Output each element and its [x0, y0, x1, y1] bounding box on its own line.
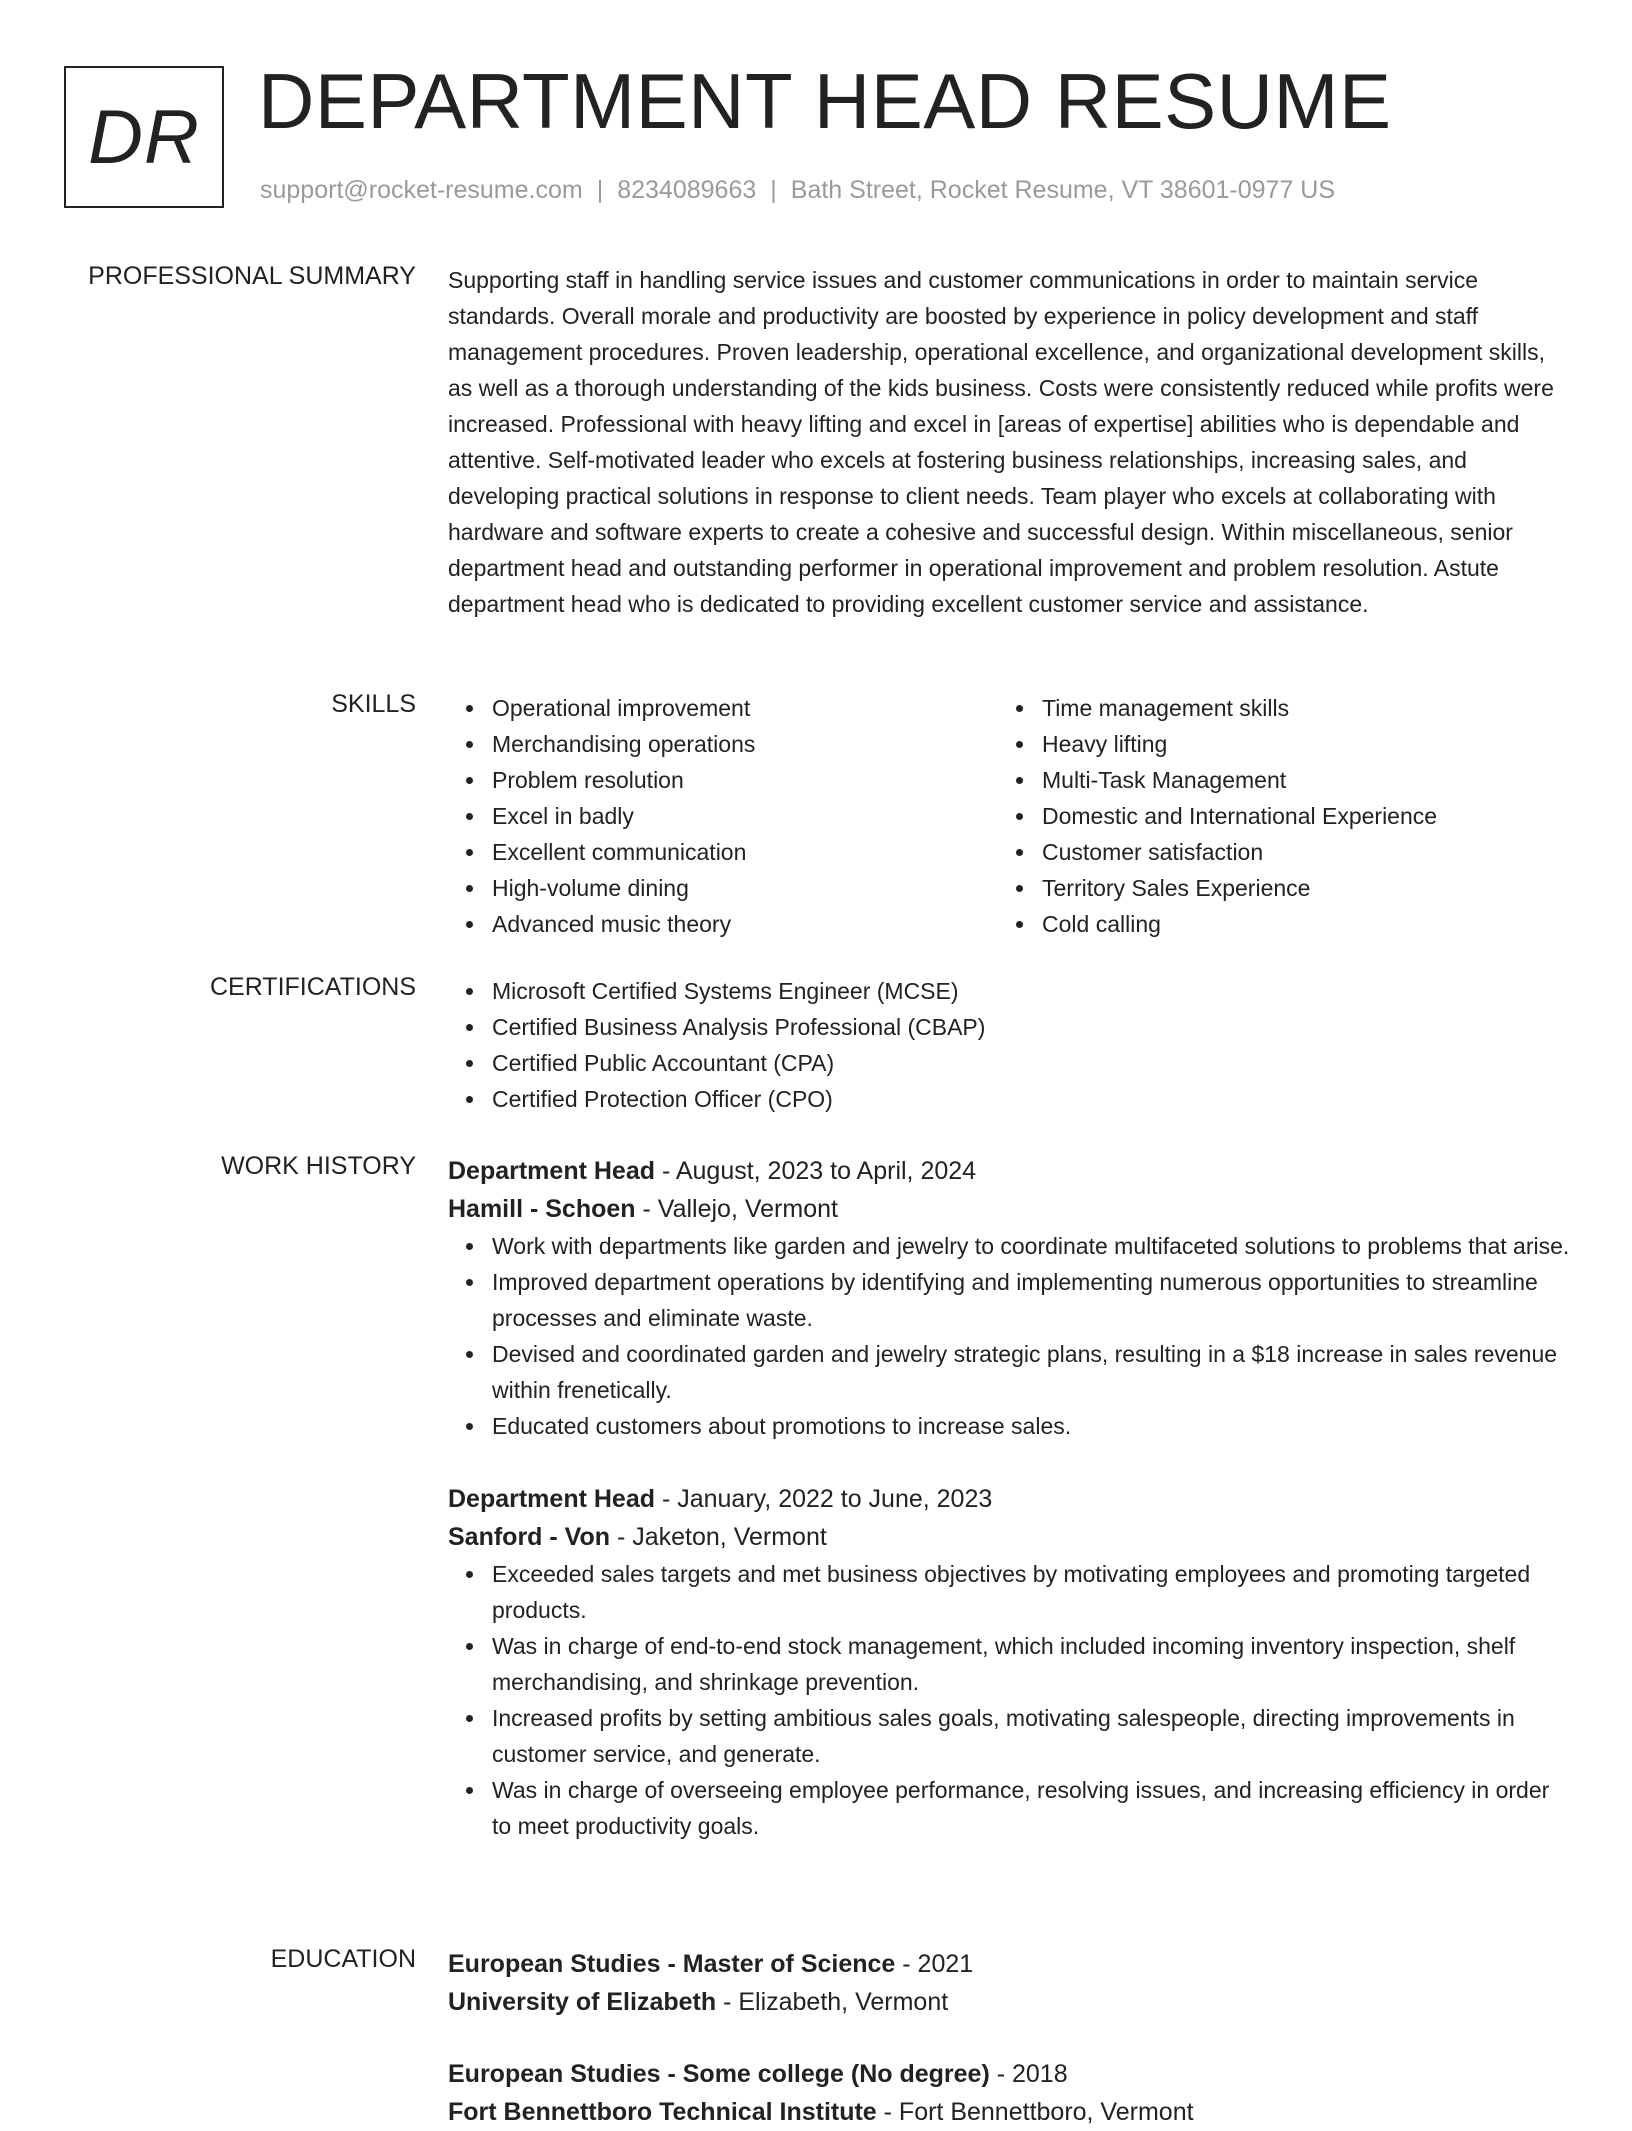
skill-item: Heavy lifting — [1042, 726, 1548, 762]
job-title-line — [448, 1480, 1570, 1518]
job-duty: Work with departments like garden and jewelry to coordinate multifaceted solutions to problems that arise. — [492, 1228, 1570, 1264]
job-dates: - January, 2022 to June, 2023 — [655, 1485, 993, 1513]
job-dates: - August, 2023 to April, 2024 — [655, 1157, 977, 1185]
job-duty: Devised and coordinated garden and jewelry strategic plans, resulting in a $18 increase in sales revenue within frenetically. — [492, 1336, 1570, 1408]
job-entry — [448, 1480, 1570, 1844]
skills-list-right — [998, 690, 1548, 942]
skill-item: Time management skills — [1042, 690, 1548, 726]
summary-text: Supporting staff in handling service issues and customer communications in order to maintain service standards. Overall morale and productivity are boosted by experience in policy development and staff management procedures. Proven leadership, operational excellence, and organizational development skills, as well as a thorough understanding of the kids business. Costs were consistently reduced while profits were increased. Professional with heavy lifting and excel in [areas of expertise] abilities who is dependable and attentive. Self-motivated leader who excels at fostering business relationships, increasing sales, and developing practical solutions in response to client needs. Team player who excels at collaborating with hardware and software experts to create a cohesive and successful design. Within miscellaneous, senior department head and outstanding performer in operational improvement and problem resolution. Astute department head who is dedicated to providing excellent customer service and assistance. — [448, 267, 1554, 617]
skill-item: High-volume dining — [492, 870, 998, 906]
skill-item: Multi-Task Management — [1042, 762, 1548, 798]
education-location: - Fort Bennettboro, Vermont — [876, 2098, 1194, 2126]
job-title: Department Head — [448, 1485, 655, 1513]
certification-item: Certified Protection Officer (CPO) — [492, 1081, 1570, 1117]
job-duty: Educated customers about promotions to increase sales. — [492, 1408, 1570, 1444]
education-degree-line — [448, 2055, 1570, 2093]
job-duty: Improved department operations by identifying and implementing numerous opportunities to streamline processes and eliminate waste. — [492, 1264, 1570, 1336]
job-company-line — [448, 1518, 1570, 1556]
skill-item: Merchandising operations — [492, 726, 998, 762]
job-duties-list — [448, 1228, 1570, 1444]
education-school: University of Elizabeth — [448, 1988, 717, 2016]
certification-item: Certified Public Accountant (CPA) — [492, 1045, 1570, 1081]
education-year: - 2021 — [895, 1950, 974, 1978]
monogram-initials: DR — [88, 94, 200, 180]
job-duty: Exceeded sales targets and met business objectives by motivating employees and promoting targeted products. — [492, 1556, 1570, 1628]
contact-phone[interactable]: 8234089663 — [617, 176, 757, 204]
job-company: Sanford - Von — [448, 1523, 611, 1551]
certifications-body — [448, 973, 1570, 1117]
contact-address: Bath Street, Rocket Resume, VT 38601-0977 US — [790, 176, 1336, 204]
education-degree: European Studies - Some college (No degree) — [448, 2060, 990, 2088]
certifications-list — [448, 973, 1570, 1117]
section-label-skills: SKILLS — [331, 690, 416, 718]
resume-title: DEPARTMENT HEAD RESUME — [258, 57, 1392, 145]
section-label-education: EDUCATION — [270, 1945, 416, 1973]
section-label-certifications: CERTIFICATIONS — [209, 973, 416, 1001]
skill-item: Territory Sales Experience — [1042, 870, 1548, 906]
job-title: Department Head — [448, 1157, 655, 1185]
job-title-line — [448, 1152, 1570, 1190]
monogram-badge — [64, 66, 224, 208]
education-degree: European Studies - Master of Science — [448, 1950, 896, 1978]
education-entry — [448, 2055, 1570, 2131]
section-label-work-history: WORK HISTORY — [221, 1152, 416, 1180]
job-location: - Jaketon, Vermont — [610, 1523, 827, 1551]
skills-list-left — [448, 690, 998, 942]
job-company: Hamill - Schoen — [448, 1195, 636, 1223]
job-duties-list — [448, 1556, 1570, 1844]
contact-email[interactable]: support@rocket-resume.com — [260, 176, 583, 204]
skill-item: Excellent communication — [492, 834, 998, 870]
work-history-body — [448, 1152, 1570, 1844]
job-duty: Was in charge of end-to-end stock management, which included incoming inventory inspection, shelf merchandising, and shrinkage prevention. — [492, 1628, 1570, 1700]
education-body — [448, 1945, 1570, 2131]
skill-item: Domestic and International Experience — [1042, 798, 1548, 834]
certification-item: Microsoft Certified Systems Engineer (MCSE) — [492, 973, 1570, 1009]
certification-item: Certified Business Analysis Professional (CBAP) — [492, 1009, 1570, 1045]
skill-item: Customer satisfaction — [1042, 834, 1548, 870]
education-entry — [448, 1945, 1570, 2021]
job-duty: Was in charge of overseeing employee performance, resolving issues, and increasing efficiency in order to meet productivity goals. — [492, 1772, 1570, 1844]
education-degree-line — [448, 1945, 1570, 1983]
contact-separator: | — [770, 176, 777, 204]
education-year: - 2018 — [989, 2060, 1068, 2088]
skill-item: Advanced music theory — [492, 906, 998, 942]
skill-item: Operational improvement — [492, 690, 998, 726]
education-school-line — [448, 2093, 1570, 2131]
contact-line — [260, 176, 1335, 205]
skills-columns — [448, 690, 1570, 942]
education-location: - Elizabeth, Vermont — [716, 1988, 949, 2016]
education-school-line — [448, 1983, 1570, 2021]
job-duty: Increased profits by setting ambitious sales goals, motivating salespeople, directing improvements in customer service, and generate. — [492, 1700, 1570, 1772]
summary-body — [448, 262, 1570, 622]
skill-item: Excel in badly — [492, 798, 998, 834]
job-location: - Vallejo, Vermont — [635, 1195, 838, 1223]
contact-separator: | — [596, 176, 604, 204]
section-label-summary: PROFESSIONAL SUMMARY — [88, 262, 416, 290]
skill-item: Cold calling — [1042, 906, 1548, 942]
job-entry — [448, 1152, 1570, 1444]
skill-item: Problem resolution — [492, 762, 998, 798]
education-school: Fort Bennettboro Technical Institute — [448, 2098, 877, 2126]
skills-body — [448, 690, 1570, 942]
job-company-line — [448, 1190, 1570, 1228]
